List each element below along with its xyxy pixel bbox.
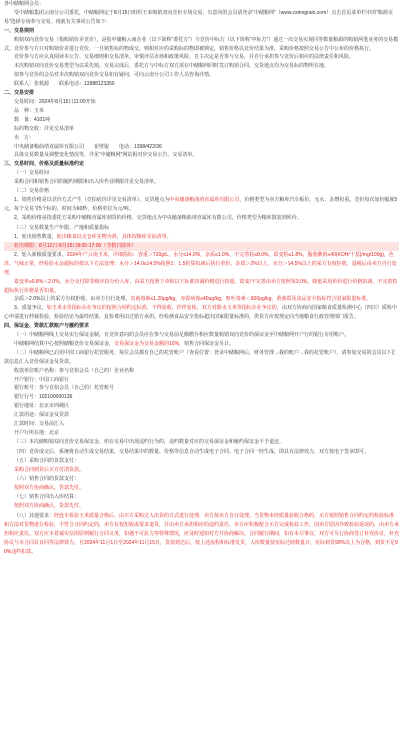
target-info: 标的物交收：详见交易清单 [14,125,75,132]
contract-rule-2-red: 采购合同到货后买方付清货款。 [14,467,85,474]
greeting: 各中储粮网会员： [4,1,45,7]
section-3-heading: 三、交易时间、价格及质量标准约定 [4,161,85,168]
other-requirements: （八）其他要求：经连车检验玉米质量合格后，由买方采购过入出货的方式进行处理，卖方按卖方自行处理。当货物未经质量验收合格的，买方按照销售合同约定的检验标准和方法对货物进行检验，不符合合同约定的，卖方有权拒收或要求退货，并由卖方承担相应的违约责任。卖方应积极配合买方完成检验工作，因卖方原因导致检验延误的，由卖方承担相应责任。双方应本着诚实信用原则履行合同义务，如遇不可抗力等特殊情况，应及时通知对方并协商解决。合同履行期间，如有未尽事宜，双方可另行协商签订补充协议，补充协议与本合同具有同等法律效力。自2024年11月1日至2024年11月15日，货款到达后，按上述流程和标准发货，入库数量按实际过磅数量计，实际到货90%以上为合格，到货不足90%违约扣款。 [4,513,400,555]
trade-time: 交易时间：2024年8月15日11:00开始 [14,98,96,105]
detail-note: 具体交易数量及调整变化情况等，详见“中储粮网”网站相对应交易公告、交易清单。 [14,152,198,159]
basis-paragraph-3: 本次购销双向竞价交易类型为以采先销，交易完成后，委托方与中标方双方需在中储粮网同时签订购销合同，交货地点均为交易标的物所在地。 [14,63,330,70]
price-heading: （二）交易价格 [14,188,50,195]
section-4-heading: 四、保证金、资款汇款账户与履约要求 [4,323,90,330]
account-bank-sub: 银行行号：102100000136 [14,394,73,401]
dispute-clause: 3、质量争议。如玉米水等指标存在争议的按照合同约定标准，不得验收、扦样复检，双方对除水玉米等指标存在争议的，由双方协商向国家粮食质量检测中心（四川）质检中心申请进行仲裁检验，检验结论为最终结果，复检费用由过错方承担。经检测食品安全指标超出国家限量标准的，供货方应按规定向当地粮食行政管理部门报告。 [4,305,397,321]
contact-line: 联系人：张秩源 联系电话：13988123350 [14,81,115,88]
contract-rule-4-red: 按照双方协商确认，货款先付。 [14,502,85,509]
margin-rule-1: （一）中储粮网线上交易实行保证金制，有竞价意向的会员应在参与交易前足额缴存相应数量购销双向竞价的保证金至中储粮网开户行的银行专用账户。 [14,332,350,339]
quality-detail-2: 杂质＞2.0%以上的采方有权拒收，由卖方自行处理。真菌毒素≤1.20μg/kg，赤霉病毒≤40ug/kg，呕吐毒素＜600μg/kg，黄曲霉及食品安全指标符合国家限量标准。 [14,296,372,303]
account-bank: 银行账号：参与竞拍会员（自己的）托管账号 [14,385,115,392]
variety: 品 种：玉米 [14,107,45,114]
basis-paragraph-4: 拟参与竞价的会员对本次购销双向竞价交易如有疑问，可向云南分公司工作人员咨询详情。 [14,72,215,79]
account-number: 汇款用途：保证金及货款 [14,412,70,419]
delivery-time: 1、轮出销售数量，轮出粮食以交仓库实物为准，具体按粮库实际清单。 [14,234,172,241]
seller-name-highlight: 中央储备粮曲靖直属库有限公司 [169,196,240,203]
margin-rule-3: （二）中储粮网已启用中国工商银行托管服务，每位会员都有自己的托管账户（查看位置：登录中储粮网后，财务管理→我的账户→我的托管账户），请参加交易的会员以下汇款信息汇入竞价保证金及货款。 [4,349,397,365]
contract-rule-2: （五）采购合同的货款支付： [14,458,80,465]
margin-rule-2: 中储粮网结算中心按照储粮竞价交易保证金，交易保证金为交易金额的10%，销售合同保证金另计。 [14,340,235,347]
account-name: 开户银行：中国工商银行 [14,376,70,383]
pickup-period: 轮出期限：8月12日-8月15日8:00-17:00（节假日除外） [4,242,399,251]
trade-method-text: 采购合同和销售合同的履约期限和出入库作业期限详见交易清单。 [14,179,160,186]
basis-paragraph-2: 竞价参与方应认真阅读本公告、交易细则和交易清单，审慎评估市场和政策风险，自主决定是否参与交易，并自行承担参与竞价后相应的法律责任和风险。 [14,54,355,61]
section-1-heading: 一、交易规则 [4,27,35,34]
contract-rule-1: （四）竞价成交后，系统将自动生成交易结果，交易结果中的数量、价格等信息自动生成电子合同。电子合同一经生成，即具有法律效力，双方按电子签章即可。 [14,449,370,456]
margin-note: （三）本次储购销双向竞价交易保证金，但在交易中出现违约行为的，违约数量对应的交易保证金和履约保证金不予退还。 [14,438,285,445]
account-city: 开户行所在地：北京 [14,430,60,436]
seller-info: 中央储备粮曲靖直属库有限公司 崔壁锟 电话：1398/422/36 [14,143,162,150]
contract-rule-4: （七）销售合同出入库结算： [14,493,80,500]
quality-standard: 2、轮入新粮质量要求，2024年产云南玉米，详细指标：容重＞720g/L，水分≤14.0%，杂质≤1.0%，不完善粒≤8.0%，霉变粒≤1.8%，脂肪酸值≤40(KOH/干基)/mg/100g)，色泽、气味正常，经检验水杂超标的按以下方法处理：水分＞14.0≤14.5%按照1：1.5折算扣减后执行单价。杂质＞2%以上，水分＞14.5%以上的采方有权拒收，退税后由卖方自行处理， [4,251,397,276]
price-rule-1: 1、销售价格是以竞价方式产生（竞拍底价详见交易清单），交货地点为中央储备粮曲靖直属库有限公司，价格类型为卖方粮库汽车板价，无水、杂增扣重。竞价每次加价幅度5元，每个交易节5个标的，时间为60秒，价格单位为元/吨。 [4,196,398,212]
trade-method-heading: （一）交易时间 [14,170,50,177]
account-holder: 银行地址：北京市西城区 [14,403,70,410]
account-branch: 汇款时间：交易前汇入 [14,421,65,428]
seller-heading: 卖 方： [14,134,35,141]
delivery-heading: （三）交易数量生产年限、产地和质量指标 [14,225,110,232]
quantity: 数 量：4101吨 [14,116,51,123]
account-heading: 收款单位账户名称：参与竞拍会员（自己的）企业名称 [14,367,135,374]
contract-rule-3: （六）销售合同的货款支付： [14,476,80,483]
section-2-heading: 二、交易安排 [4,90,35,97]
basis-paragraph-1: 购销双向竞价交易（指购销价差竞价），是指中储粮云南企业（以下简称“委托方”）与竞价中标方（以下简称“中标方”）通过一次交易实现同等数量粮源的购销两笔业务的交易模式。竞价参与方只对购销价差进行竞价，一旦销售标的物成交，则相对应的采购标的物即被锁定，销售价格以竞价结果为准，采购价格按照交易公告中公布的价格执行。 [4,36,399,52]
intro-paragraph: 受中储粮集团云南分公司委托，中储粮网定于8月15日组织玉米购销双向竞价专场交易，有意向的会员请登录“中储粮网”（www.csinograin.com）点击首页菜单栏中的“粮源交易”选择专场参与交易。现就有关事项公告如下： [4,9,393,25]
quality-detail: 霉变率≤0.8%＜2.0%，水分交付降等级应扣分价入库，由采方按照下章和以下标准扣减价格进行扣量，霉变/不完善由卖方按照每3.0%，降低采用单价进行价格扣减，不完善粒超标执行价格是否扣量。 [4,278,398,294]
price-rule-2: 2、采购价格是指委托方采购中储粮直属库到货的价格，交货地点为中央储备粮曲靖直属库有限公司，价格类型为粮库散装到库价。 [14,214,302,221]
contract-rule-3-red: 按照双方协商确认，货款先付。 [14,484,85,491]
